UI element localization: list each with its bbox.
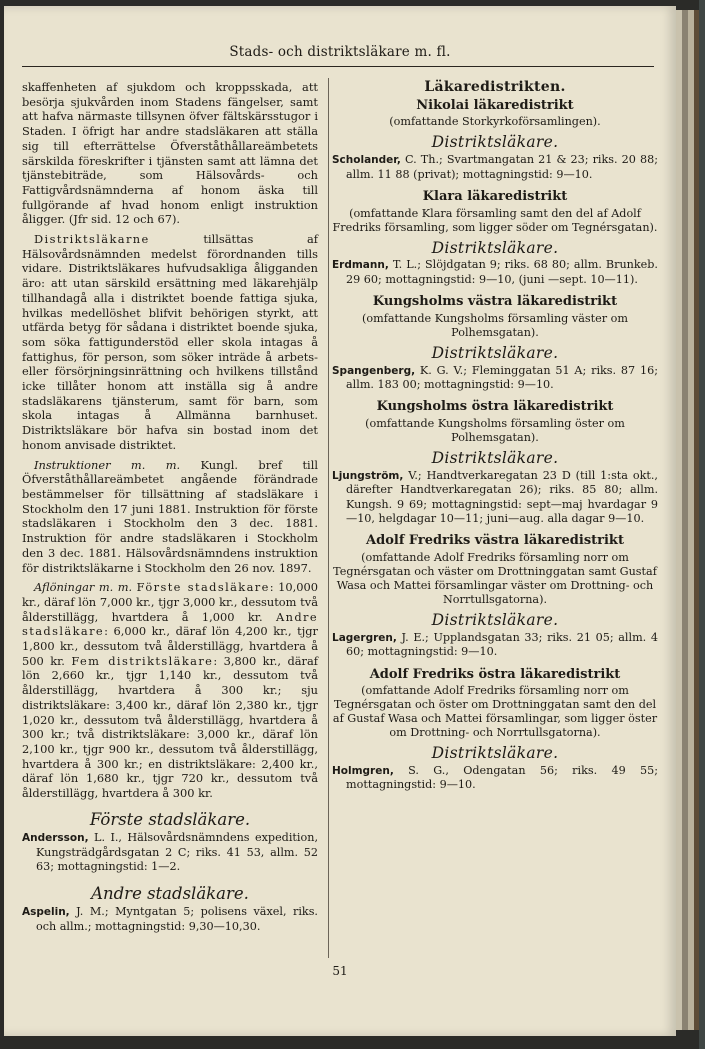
left-column (22, 80, 318, 934)
lead-term: Instruktioner m. m. (34, 457, 181, 472)
book-page (4, 6, 676, 1036)
entry-aspelin: Aspelin, J. M.; Myntgatan 5; polisens växel, riks. och allm.; mottagningstid: 9,30—10,30. (22, 905, 318, 933)
entry-erdmann: Erdmann, T. L.; Slöjdgatan 9; riks. 68 80; allm. Brunkeb. 29 60; mottagningstid: 9—10, (juni —sept. 10—11). (332, 258, 658, 286)
district-adolf-east-title: Adolf Fredriks östra läkaredistrikt (369, 666, 621, 682)
running-head: Stads- och distriktsläkare m. fl. (229, 44, 451, 60)
paragraph-duties: skaffenheten af sjukdom och kroppsskada, att besörja sjukvården inom Stadens fängelser, samt att hafva närmaste tillsynen öfver fältskärsstugor i Staden. I öfrigt har andre stadsläkaren att ställa sig till efterrättelse Öfverståthållareämbetets särskilda föreskrifter i tjänsten samt att lämna det tjänstebiträde, som Hälsovårds- och Fattigvårdsnämnderna af honom äska till fullgörande af hvad honom enligt instruktion åligger. (Jfr sid. 12 och 67). (22, 80, 318, 227)
entry-holmgren: Holmgren, S. G., Odengatan 56; riks. 49 55; mottagningstid: 9—10. (332, 764, 658, 792)
entry-ljungstrom: Ljungström, V.; Handtverkaregatan 23 D (till 1:sta okt., därefter Handtverkaregatan 26); riks. 85 80; allm. Kungsh. 9 69; mottagningstid: sept—maj hvardagar 9—10, helgdagar 10—11; juni—aug. alla dagar 9—10. (332, 468, 658, 525)
district-nikolai-title: Nikolai läkaredistrikt (416, 97, 574, 113)
right-column (332, 80, 658, 793)
district-kungsholm-east-label: Distriktsläkare. (431, 449, 559, 468)
section-title-districts: Läkaredistrikten. (424, 79, 566, 95)
district-adolf-west-label: Distriktsläkare. (431, 611, 559, 630)
district-kungsholm-west-label: Distriktsläkare. (431, 343, 559, 362)
district-kungsholm-west-title: Kungsholms västra läkaredistrikt (372, 294, 618, 310)
entry-lagergren: Lagergren, J. E.; Upplandsgatan 33; riks. 21 05; allm. 4 60; mottagningstid: 9—10. (332, 630, 658, 659)
district-kungsholm-east-title: Kungsholms östra läkaredistrikt (376, 399, 614, 415)
paragraph-district-doctors: Distriktsläkarne tillsättas af Hälsovårdsnämnden medelst förordnanden tills vidare. Distriktsläkares hufvudsakliga åligganden äro: att utan särskild ersättning med läkarehjälp tillhandagå alla i distriktet boende fattiga sjuka, hvilkas medellöshet blifvit behörigen styrkt, att utfärda betyg för sådana i distriktet boende sjuka, som söka fattigunderstöd eller skola intagas å fattighus, för person, som söker inträde å arbets- eller försörjningsinrättning och hvilkens tillstånd icke tillåter honom att inställa sig å andre stadsläkarens tjänsterum, samt för barn, som skola intagas å Allmänna barnhuset. Distriktsläkare bör hafva sin bostad inom det honom anvisade distriktet. (22, 232, 318, 452)
background-edge (699, 0, 705, 1049)
district-klara-title: Klara läkaredistrikt (422, 188, 568, 204)
entry-spangenberg: Spangenberg, K. G. V.; Fleminggatan 51 A; riks. 87 16; allm. 183 00; mottagningstid: 9—10. (332, 363, 658, 391)
district-kungsholm-west-scope: (omfattande Kungsholms församling väster om Polhemsgatan). (362, 311, 628, 339)
district-adolf-east-label: Distriktsläkare. (431, 744, 559, 763)
district-kungsholm-east-scope: (omfattande Kungsholms församling öster om Polhemsgatan). (365, 417, 625, 445)
district-nikolai-scope: (omfattande Storkyrkoförsamlingen). (389, 115, 601, 129)
entry-scholander: Scholander, C. Th.; Svartmangatan 21 & 23; riks. 20 88; allm. 11 88 (privat); mottagningstid: 9—10. (332, 153, 658, 181)
lead-term: Aflöningar m. m. (34, 580, 133, 595)
district-adolf-east-scope: (omfattande Adolf Fredriks församling norr om Tegnérsgatan och öster om Drottninggatan samt den del af Gustaf Wasa och Mattei församlingar, som ligger öster om Drottning- och Norrtullsgatorna). (332, 684, 658, 740)
district-adolf-west-title: Adolf Fredriks västra läkaredistrikt (366, 533, 624, 549)
district-adolf-west-scope: (omfattande Adolf Fredriks församling norr om Tegnérsgatan och väster om Drottninggatan samt Gustaf Wasa och Mattei församlingar väster om Drottning- och Norrtullsgatorna). (333, 551, 657, 607)
section-title-first-city-doctor: Förste stadsläkare. (89, 809, 251, 829)
column-rule (328, 78, 329, 958)
district-nikolai-label: Distriktsläkare. (431, 133, 559, 152)
paragraph-salaries: Aflöningar m. m. Förste stadsläkare: 10,000 kr., däraf lön 7,000 kr., tjgr 3,000 kr., dessutom två ålderstillägg, hvartdera å 1,000 kr. Andre stadsläkare: 6,000 kr., däraf lön 4,200 kr., tjgr 1,800 kr., dessutom två ålderstillägg, hvartdera å 500 kr. Fem distriktsläkare: 3,800 kr., däraf lön 2,660 kr., tjgr 1,140 kr., dessutom två ålderstillägg, hvartdera å 300 kr.; sju distriktsläkare: 3,400 kr., däraf lön 2,380 kr., tjgr 1,020 kr., dessutom två ålderstillägg, hvartdera å 300 kr.; två distriktsläkare: 3,000 kr., däraf lön 2,100 kr., tjgr 900 kr., dessutom två ålderstillägg, hvartdera å 300 kr.; en distriktsläkare: 2,400 kr., däraf lön 1,680 kr., tjgr 720 kr., dessutom två ålderstillägg, hvartdera å 300 kr. (22, 580, 318, 801)
paragraph-instructions: Instruktioner m. m. Kungl. bref till Öfverståthållareämbetet angående förändrade bestämmelser för tillsättning af stadsläkare i Stockholm den 17 juni 1881. Instruktion för förste stadsläkaren i Stockholm den 3 dec. 1881. Instruktion för andre stadsläkaren i Stockholm den 3 dec. 1881. Hälsovårdsnämndens instruktion för distriktsläkarne i Stockholm den 26 nov. 1897. (22, 457, 318, 575)
section-title-second-city-doctor: Andre stadsläkare. (91, 883, 249, 903)
lead-term: Distriktsläkarne (34, 232, 150, 247)
header-rule (22, 66, 654, 67)
entry-andersson: Andersson, L. I., Hälsovårdsnämndens expedition, Kungsträdgårdsgatan 2 C; riks. 41 53, allm. 52 63; mottagningstid: 1—2. (22, 831, 318, 874)
page-number: 51 (332, 964, 348, 978)
district-klara-scope: (omfattande Klara församling samt den del af Adolf Fredriks församling, som ligger söder om Tegnérsgatan). (332, 206, 658, 234)
district-klara-label: Distriktsläkare. (431, 238, 559, 257)
